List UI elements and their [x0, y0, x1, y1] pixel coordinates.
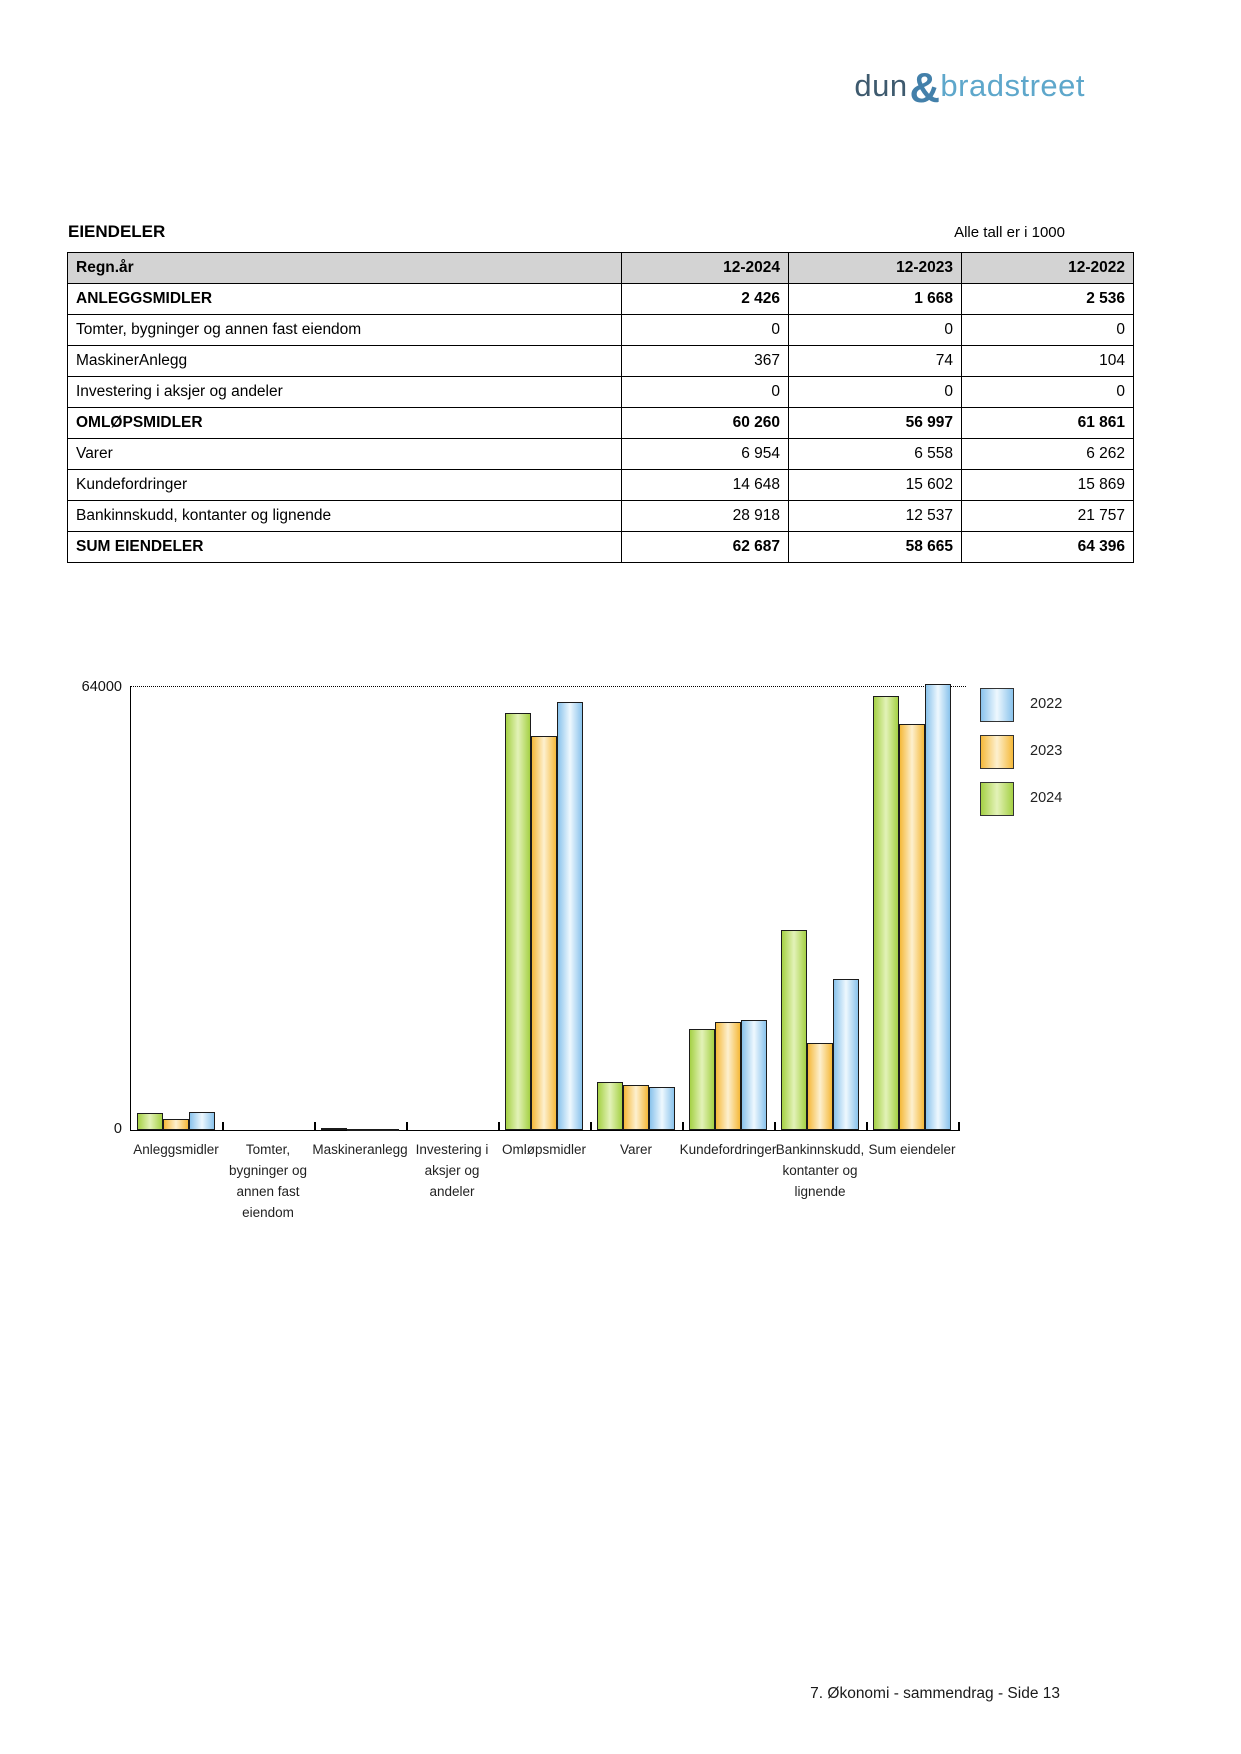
legend-swatch-2022	[980, 688, 1014, 722]
x-axis-label-line: aksjer og	[424, 1163, 480, 1178]
logo-text-bradstreet: bradstreet	[940, 68, 1085, 103]
page-footer: 7. Økonomi - sammendrag - Side 13	[810, 1685, 1060, 1702]
x-axis-label-line: eiendom	[242, 1205, 294, 1220]
row-value: 6 954	[622, 439, 789, 470]
x-axis-tick	[590, 1122, 592, 1131]
legend-label-2024: 2024	[1030, 790, 1063, 806]
bar-2024-maskineranlegg	[321, 1128, 347, 1131]
bar-2023-anleggsmidler	[163, 1119, 189, 1131]
row-value: 12 537	[789, 501, 962, 532]
section-title: EIENDELER	[68, 222, 166, 241]
row-value: 367	[622, 346, 789, 377]
row-label: Tomter, bygninger og annen fast eiendom	[68, 315, 622, 346]
row-value: 0	[789, 377, 962, 408]
row-value: 60 260	[622, 408, 789, 439]
x-axis-label-line: Omløpsmidler	[501, 1142, 586, 1157]
y-axis-label-max: 64000	[81, 679, 122, 695]
row-label: Varer	[68, 439, 622, 470]
row-value: 6 262	[962, 439, 1134, 470]
row-value: 64 396	[962, 532, 1134, 563]
row-value: 0	[962, 315, 1134, 346]
legend-label-2022: 2022	[1030, 696, 1063, 712]
bar-2022-kundefordringer	[741, 1020, 767, 1130]
row-label: Investering i aksjer og andeler	[68, 377, 622, 408]
row-label: Kundefordringer	[68, 470, 622, 501]
row-value: 1 668	[789, 284, 962, 315]
x-axis-tick	[314, 1122, 316, 1131]
row-value: 62 687	[622, 532, 789, 563]
row-label: Bankinnskudd, kontanter og lignende	[68, 501, 622, 532]
x-axis-label-line: Bankinnskudd,	[775, 1142, 865, 1157]
legend-swatch-2024	[980, 782, 1014, 816]
bar-2024-kundefordringer	[689, 1029, 715, 1130]
bar-2023-bankinnskudd-kontanter-og-lignende	[807, 1043, 833, 1130]
unit-note: Alle tall er i 1000	[954, 224, 1065, 241]
row-value: 6 558	[789, 439, 962, 470]
bar-2024-anleggsmidler	[137, 1113, 163, 1130]
row-value: 56 997	[789, 408, 962, 439]
y-axis-label-zero: 0	[113, 1121, 122, 1137]
bar-2023-kundefordringer	[715, 1022, 741, 1130]
x-axis-tick	[958, 1122, 960, 1131]
row-value: 61 861	[962, 408, 1134, 439]
row-value: 21 757	[962, 501, 1134, 532]
x-axis-label-line: Varer	[619, 1142, 652, 1157]
bar-2023-maskineranlegg	[347, 1129, 373, 1131]
row-value: 2 426	[622, 284, 789, 315]
bar-2022-omløpsmidler	[557, 702, 583, 1130]
x-axis-label-line: Anleggsmidler	[133, 1142, 219, 1157]
bar-2022-maskineranlegg	[373, 1129, 399, 1131]
row-value: 0	[622, 315, 789, 346]
x-axis-label-line: Investering i	[415, 1142, 489, 1157]
x-axis-label-line: andeler	[429, 1184, 475, 1199]
x-axis-tick	[498, 1122, 500, 1131]
bar-2024-bankinnskudd-kontanter-og-lignende	[781, 930, 807, 1130]
column-header-regn-år: Regn.år	[68, 253, 622, 284]
bar-2023-omløpsmidler	[531, 736, 557, 1131]
x-axis-label-line: lignende	[794, 1184, 846, 1199]
bar-2022-bankinnskudd-kontanter-og-lignende	[833, 979, 859, 1130]
legend-label-2023: 2023	[1030, 743, 1063, 759]
x-axis-tick	[682, 1122, 684, 1131]
x-axis-label-line: Sum eiendeler	[868, 1142, 956, 1157]
bar-2022-anleggsmidler	[189, 1112, 215, 1130]
row-value: 28 918	[622, 501, 789, 532]
column-header-12-2023: 12-2023	[789, 253, 962, 284]
row-value: 74	[789, 346, 962, 377]
row-value: 14 648	[622, 470, 789, 501]
row-value: 15 602	[789, 470, 962, 501]
column-header-12-2022: 12-2022	[962, 253, 1134, 284]
bar-2022-sum-eiendeler	[925, 684, 951, 1130]
x-axis-tick	[406, 1122, 408, 1131]
legend-swatch-2023	[980, 735, 1014, 769]
x-axis-label-line: Kundefordringer	[679, 1142, 777, 1157]
x-axis-label-line: Tomter,	[245, 1142, 291, 1157]
x-axis-label-line: bygninger og	[228, 1163, 308, 1178]
column-header-12-2024: 12-2024	[622, 253, 789, 284]
bar-2024-omløpsmidler	[505, 713, 531, 1130]
bar-2023-sum-eiendeler	[899, 724, 925, 1130]
bar-2023-varer	[623, 1085, 649, 1130]
row-value: 58 665	[789, 532, 962, 563]
row-label: OMLØPSMIDLER	[68, 408, 622, 439]
x-axis-tick	[222, 1122, 224, 1131]
row-label: SUM EIENDELER	[68, 532, 622, 563]
row-value: 2 536	[962, 284, 1134, 315]
row-value: 0	[622, 377, 789, 408]
x-axis-label-sum-eiendeler	[842, 1139, 982, 1160]
row-label: ANLEGGSMIDLER	[68, 284, 622, 315]
row-value: 0	[962, 377, 1134, 408]
bar-2024-sum-eiendeler	[873, 696, 899, 1130]
x-axis-tick	[774, 1122, 776, 1131]
row-value: 0	[789, 315, 962, 346]
bar-2022-varer	[649, 1087, 675, 1130]
row-label: MaskinerAnlegg	[68, 346, 622, 377]
x-axis-label-line: kontanter og	[782, 1163, 858, 1178]
x-axis-tick	[866, 1122, 868, 1131]
row-value: 15 869	[962, 470, 1134, 501]
x-axis-label-line: Maskineranlegg	[312, 1142, 408, 1157]
ampersand-icon: &	[909, 64, 941, 111]
logo-text-dun: dun	[854, 68, 908, 103]
bar-2024-varer	[597, 1082, 623, 1130]
row-value: 104	[962, 346, 1134, 377]
x-axis-label-line: annen fast	[236, 1184, 300, 1199]
